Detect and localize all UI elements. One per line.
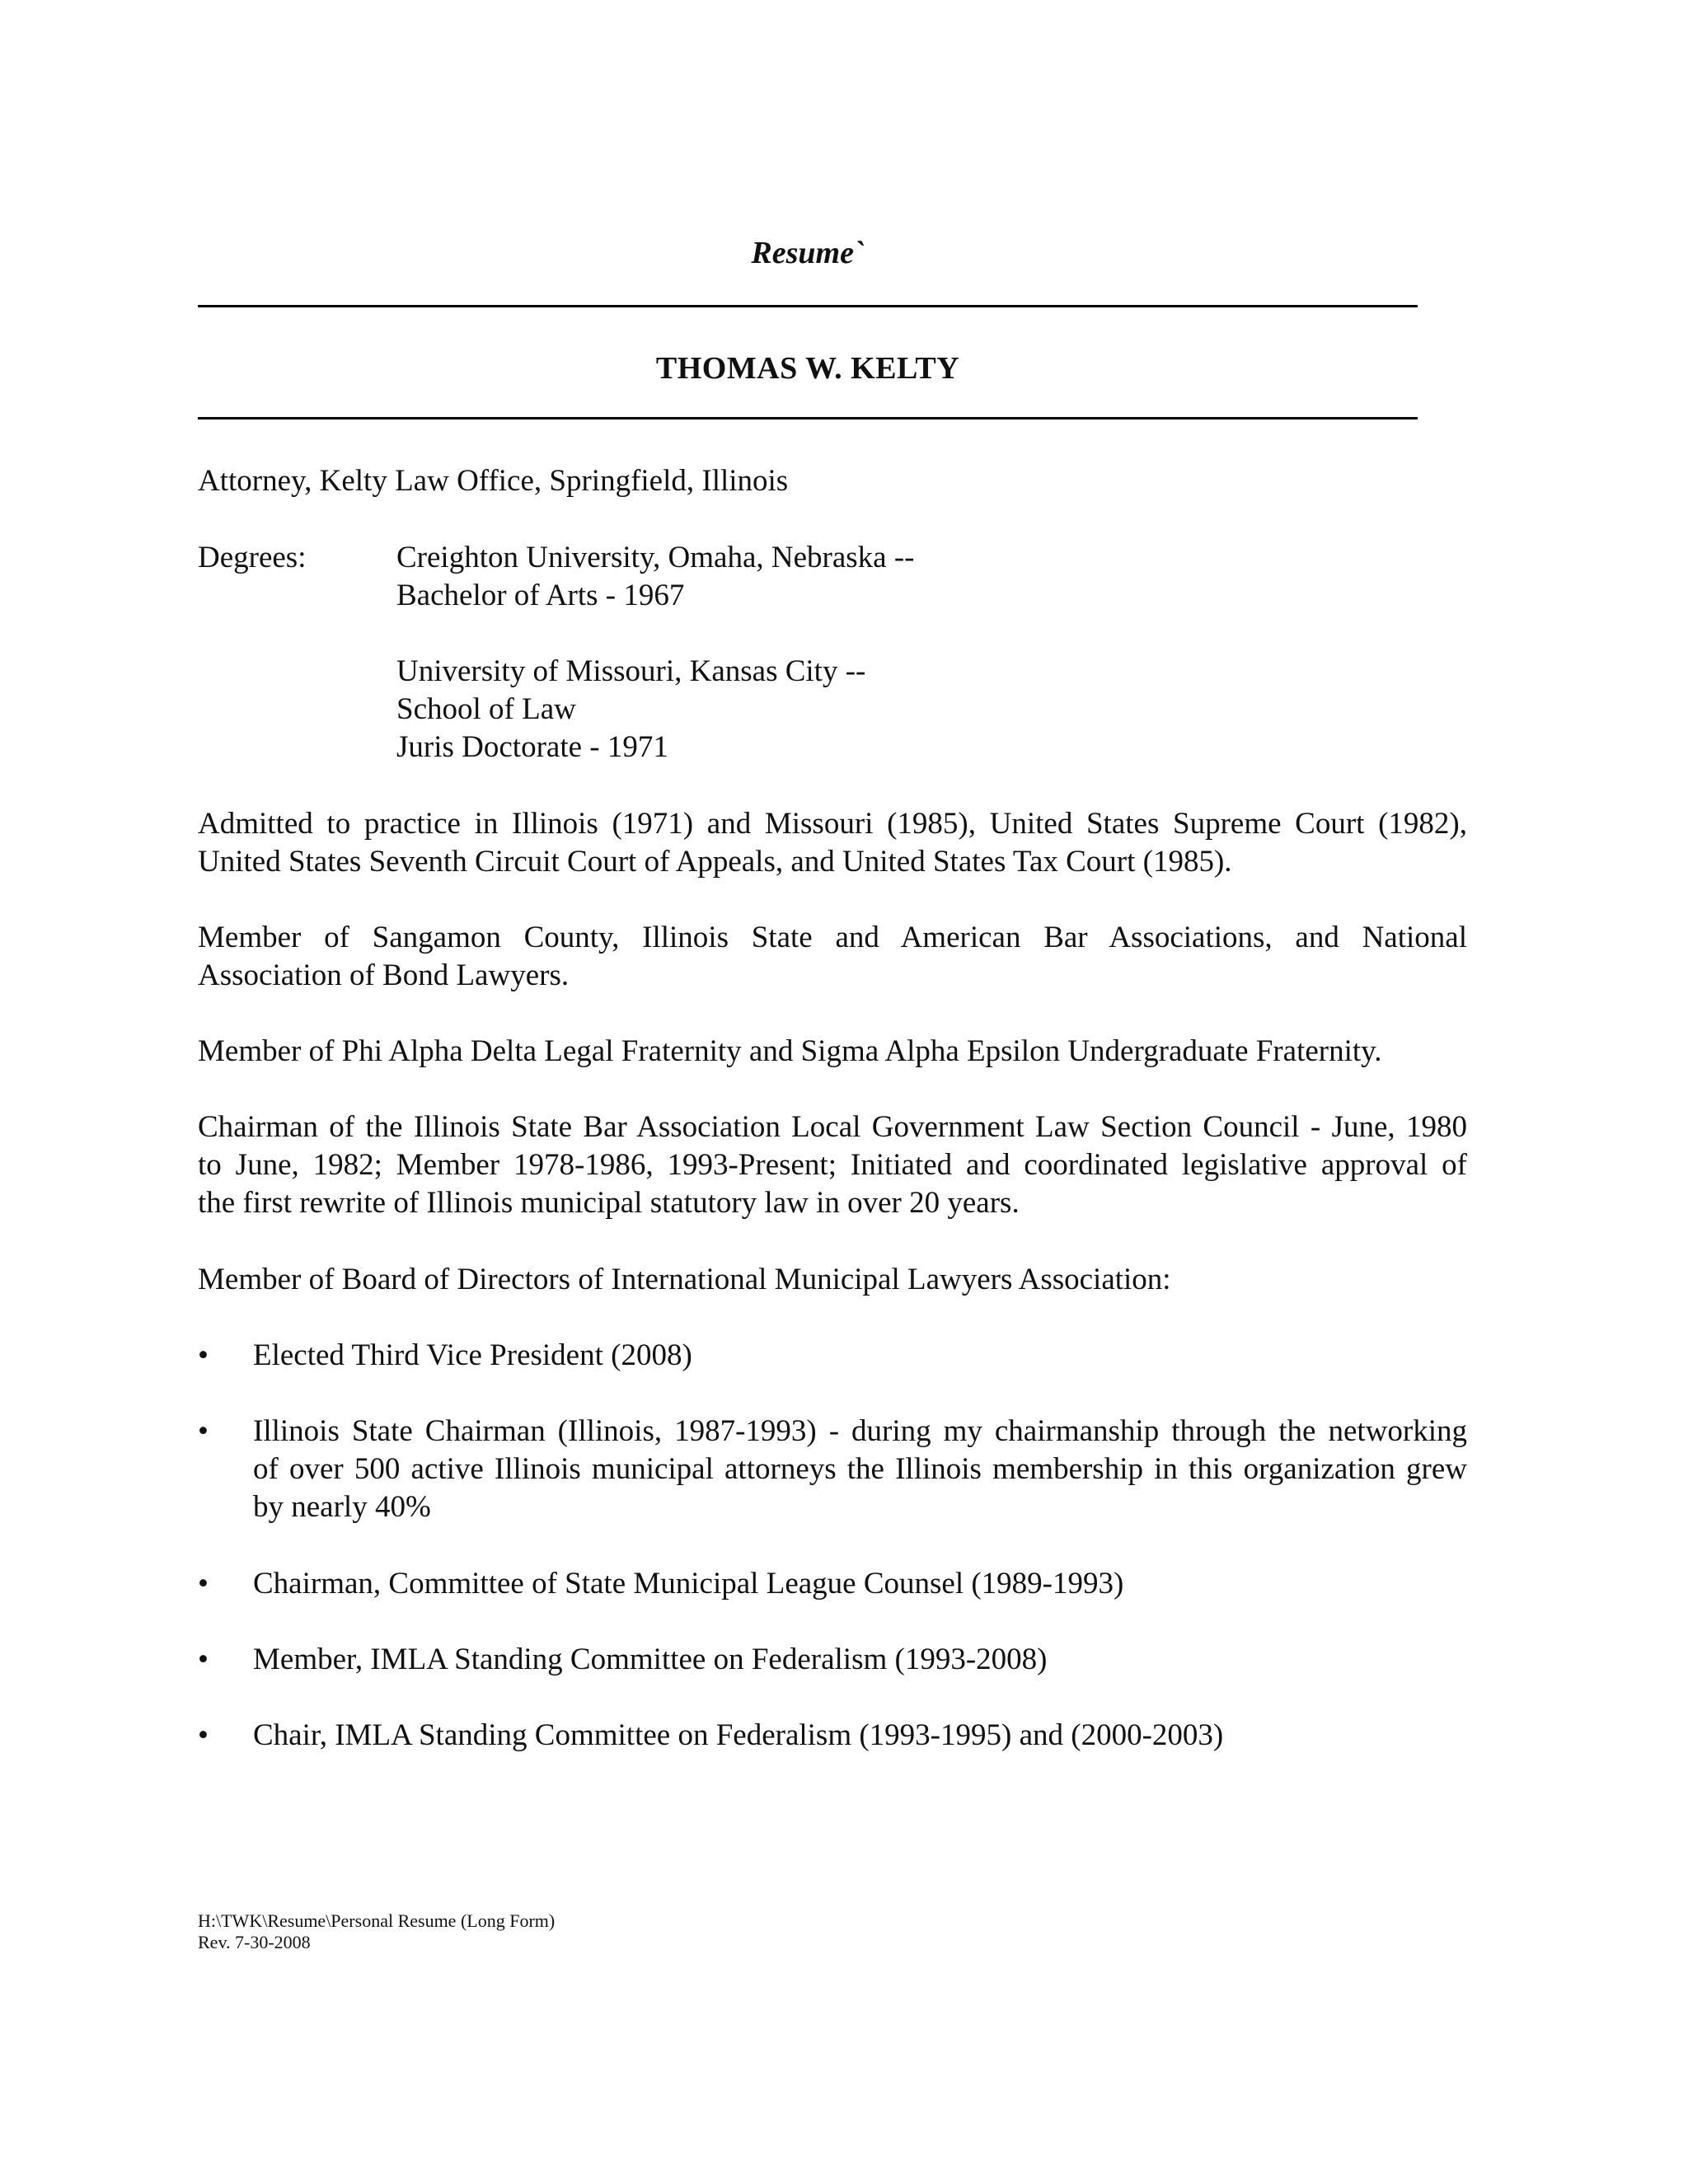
paragraph-line: to June, 1982; Member 1978-1986, 1993-Present; Initiated and coordinated legislative approval of <box>198 1148 1467 1182</box>
bullet-icon: • <box>198 1567 209 1601</box>
paragraph-line: Chairman of the Illinois State Bar Association Local Government Law Section Council - June, 1980 <box>198 1110 1467 1144</box>
degree-line: School of Law <box>396 692 576 726</box>
degree-line: Juris Doctorate - 1971 <box>396 730 668 764</box>
fraternity-paragraph: Member of Phi Alpha Delta Legal Fraternity and Sigma Alpha Epsilon Undergraduate Fraternity. <box>198 1034 1382 1068</box>
list-item-line: of over 500 active Illinois municipal attorneys the Illinois membership in this organization grew <box>253 1452 1467 1486</box>
degrees-label: Degrees: <box>198 541 307 574</box>
degree-entry-creighton <box>396 539 914 615</box>
chairman-paragraph <box>198 1108 1467 1222</box>
list-item-line: Chair, IMLA Standing Committee on Federalism (1993-1995) and (2000-2003) <box>253 1718 1224 1752</box>
list-item-text <box>253 1337 1467 1375</box>
bullet-icon: • <box>198 1338 209 1372</box>
list-item-text <box>253 1717 1467 1755</box>
degree-line: Creighton University, Omaha, Nebraska -- <box>396 541 915 574</box>
board-intro: Member of Board of Directors of International Municipal Lawyers Association: <box>198 1263 1171 1296</box>
bullet-icon: • <box>198 1643 209 1676</box>
footer-revision: Rev. 7-30-2008 <box>198 1932 311 1952</box>
paragraph-line: United States Seventh Circuit Court of Appeals, and United States Tax Court (1985). <box>198 845 1232 879</box>
list-item-line: Chairman, Committee of State Municipal League Counsel (1989-1993) <box>253 1567 1124 1601</box>
list-item-line: Elected Third Vice President (2008) <box>253 1338 692 1372</box>
paragraph-line: the first rewrite of Illinois municipal statutory law in over 20 years. <box>198 1186 1020 1220</box>
list-item-text <box>253 1413 1467 1526</box>
person-name: THOMAS W. KELTY <box>655 351 960 386</box>
paragraph-line: Admitted to practice in Illinois (1971) and Missouri (1985), United States Supreme Court (1982), <box>198 807 1467 841</box>
list-item-text <box>253 1641 1467 1679</box>
bullet-icon: • <box>198 1718 209 1752</box>
bar-membership-paragraph <box>198 919 1467 995</box>
list-item-line: Member, IMLA Standing Committee on Federalism (1993-2008) <box>253 1643 1048 1676</box>
list-item-line: by nearly 40% <box>253 1490 431 1524</box>
footer-file-path: H:\TWK\Resume\Personal Resume (Long Form) <box>198 1910 556 1931</box>
admitted-paragraph <box>198 805 1467 881</box>
list-item-line: Illinois State Chairman (Illinois, 1987-1993) - during my chairmanship through the networking <box>253 1414 1467 1448</box>
document-footer <box>198 1910 555 1953</box>
paragraph-line: Association of Bond Lawyers. <box>198 958 570 992</box>
document-title: Resume` <box>751 236 865 270</box>
top-rule <box>198 305 1418 307</box>
degree-line: University of Missouri, Kansas City -- <box>396 654 866 688</box>
degree-line: Bachelor of Arts - 1967 <box>396 579 685 612</box>
bullet-icon: • <box>198 1414 209 1448</box>
list-item-text <box>253 1565 1467 1603</box>
position-line: Attorney, Kelty Law Office, Springfield, Illinois <box>198 464 789 498</box>
name-rule <box>198 417 1418 419</box>
degree-entry-missouri <box>396 653 865 766</box>
paragraph-line: Member of Sangamon County, Illinois State and American Bar Associations, and National <box>198 921 1467 954</box>
